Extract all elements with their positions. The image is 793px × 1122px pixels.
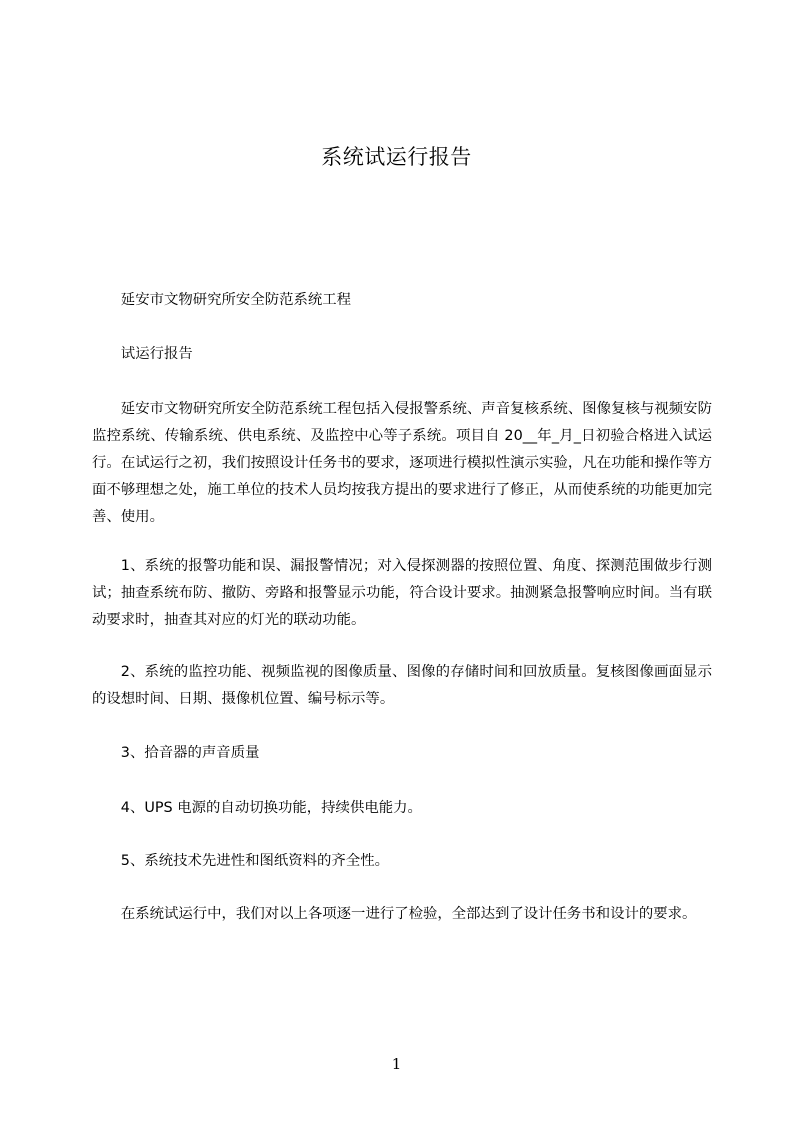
item-2-paragraph: 2、系统的监控功能、视频监视的图像质量、图像的存储时间和回放质量。复核图像画面显示的设想时间、日期、摄像机位置、编号标示等。 <box>92 664 712 707</box>
intro-paragraph: 延安市文物研究所安全防范系统工程包括入侵报警系统、声音复核系统、图像复核与视频安防监控系统、传输系统、供电系统、及监控中心等子系统。项目自 20__年_月_日初验合格进入试运行。在试运行之初，我们按照设计任务书的要求，逐项进行模拟性演示实验，凡在功能和操作等方面不够理想之处，施工单位的技术人员均按我方提出的要求进行了修正，从而使系统的功能更加完善、使用。 <box>92 401 712 525</box>
report-subtitle-paragraph: 试运行报告 <box>120 346 193 362</box>
item-1-paragraph: 1、系统的报警功能和误、漏报警情况；对入侵探测器的按照位置、角度、探测范围做步行测试；抽查系统布防、撤防、旁路和报警显示功能，符合设计要求。抽测紧急报警响应时间。当有联动要求时，抽查其对应的灯光的联动功能。 <box>92 558 712 628</box>
item-4-paragraph: 4、UPS 电源的自动切换功能，持续供电能力。 <box>120 800 422 816</box>
page-number: 1 <box>391 1055 402 1073</box>
project-name-paragraph: 延安市文物研究所安全防范系统工程 <box>120 292 352 308</box>
conclusion-paragraph: 在系统试运行中，我们对以上各项逐一进行了检验，全部达到了设计任务书和设计的要求。 <box>120 906 697 922</box>
item-3-paragraph: 3、拾音器的声音质量 <box>120 745 260 761</box>
item-5-paragraph: 5、系统技术先进性和图纸资料的齐全性。 <box>120 853 389 869</box>
document-title: 系统试运行报告 <box>321 145 472 169</box>
